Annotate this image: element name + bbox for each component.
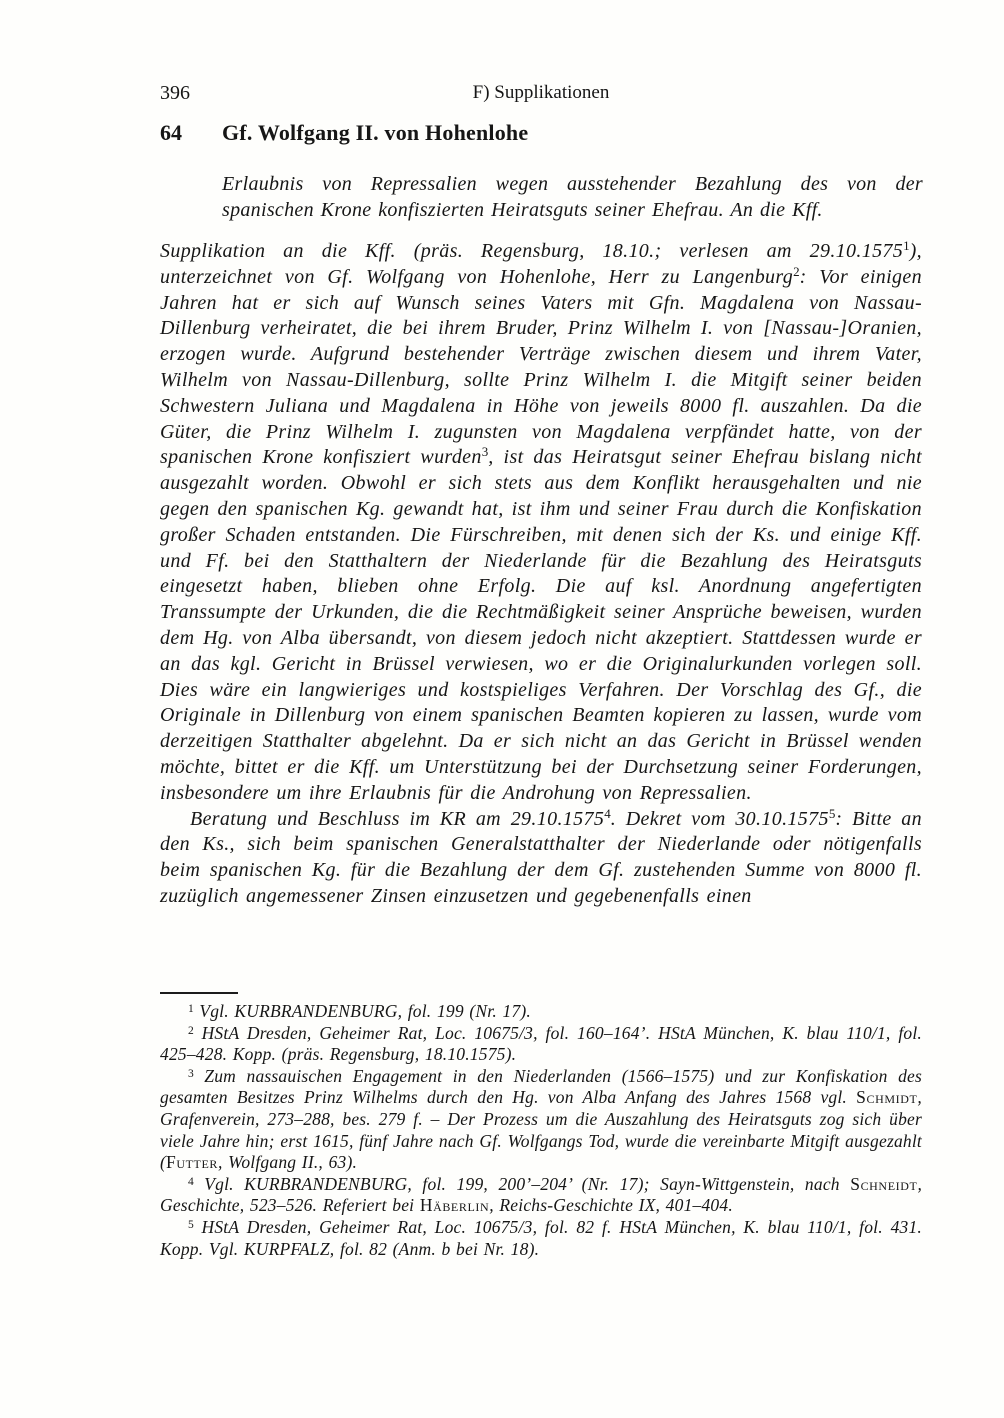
regest-text: Beratung und Beschluss im KR am 29.10.1575 [190, 807, 605, 830]
entry-number: 64 [160, 120, 182, 145]
page-number: 396 [160, 82, 190, 104]
regest-text: , ist das Heiratsgut seiner Ehefrau bislang nicht ausgezahlt worden. Obwohl er sich stets aus dem Konflikt herausgehalten und nie gegen den spanischen Kg. gewandt hat, ist ihm und seiner Frau durch die Konfiskation großer Schaden entstanden. Die Fürschreiben, mit denen sich der Ks. und einige Kff. und Ff. bei den Statthaltern der Niederlande für die Bezahlung des Heiratsguts eingesetzt haben, blieben ohne Erfolg. Die auf ksl. Anordnung angefertigten Transsumpte der Urkunden, die die Rechtmäßigkeit seiner Ansprüche beweisen, wurden dem Hg. von Alba übersandt, von diesem jedoch nicht akzeptiert. Stattdessen wurde er an das kgl. Gericht in Brüssel verwiesen, wo er die Originalurkunden vorlegen soll. Dies wäre ein langwieriges und kostspieliges Verfahren. Der Vorschlag des Gf., die Originale in Dillenburg von einem spanischen Beamten kopieren zu lassen, wurde vom derzeitigen Statthalter abgelehnt. Da er sich nicht an das Gericht in Brüssel wenden möchte, bittet er die Kff. um Unterstützung bei der Durchsetzung seiner Forderungen, insbesondere um ihre Erlaubnis für die Androhung von Repressalien. [160, 446, 922, 804]
regest-paragraph-1 [160, 239, 922, 807]
footnote-ref-5: 5 [828, 805, 836, 821]
footnote-4 [160, 1174, 922, 1217]
footnote-text: Zum nassauischen Engagement in den Niederlanden (1566–1575) und zur Konfiskation des gesamten Besitzes Prinz Wilhelms durch den Hg. von Alba Anfang des Jahres 1568 vgl. [160, 1065, 922, 1108]
footnote-marker-5: 5 [188, 1218, 194, 1231]
footnote-3 [160, 1066, 922, 1174]
footnote-text: HStA Dresden, Geheimer Rat, Loc. 10675/3, fol. 82 f. HStA München, K. blau 110/1, fol. 431. Kopp. Vgl. KURPFALZ, fol. 82 (Anm. b bei Nr. 18). [160, 1216, 923, 1259]
regest-text: Supplikation an die Kff. (präs. Regensburg, 18.10.; verlesen am 29.10.1575 [160, 240, 904, 262]
footnote-ref-3: 3 [481, 444, 489, 460]
regest-text: ), unterzeichnet von Gf. Wolfgang von Hohenlohe, Herr zu Langenburg [160, 240, 922, 288]
footnote-text: , Geschichte, 523–526. Referiert bei [160, 1173, 923, 1216]
author-name-smallcaps: Schmidt [856, 1087, 918, 1108]
entry-heading [160, 120, 922, 146]
footnote-text: , Wolfgang II., 63). [218, 1152, 358, 1173]
regest-text: : Bitte an den Ks., sich beim spanischen Generalstatthalter der Niederlande oder nötigenfalls beim spanischen Kg. für die Bezahlung der dem Gf. zustehenden Summe von 8000 fl. zuzüglich angemessener Zinsen einzusetzen und gegebenenfalls einen [160, 807, 922, 907]
author-name-smallcaps: Schneidt [850, 1173, 918, 1194]
footnote-5 [160, 1217, 922, 1260]
footnote-text: , Reichs-Geschichte IX, 401–404. [489, 1195, 733, 1216]
regest-text: : Vor einigen Jahren hat er sich auf Wunsch seines Vaters mit Gfn. Magdalena von Nassau-Dillenburg verheiratet, die bei ihrem Bruder, Prinz Wilhelm I. von [Nassau-]Oranien, erzogen wurde. Aufgrund bestehender Verträge zwischen diesem und ihrem Vater, Wilhelm von Nassau-Dillenburg, sollte Prinz Wilhelm I. die Mitgift seiner beiden Schwestern Juliana und Magdalena in Höhe von jeweils 8000 fl. auszahlen. Da die Güter, die Prinz Wilhelm I. zugunsten von Magdalena verpfändet hatte, von der spanischen Krone konfisziert wurden [160, 265, 922, 469]
regest-paragraph-2 [160, 807, 922, 910]
footnote-section [160, 984, 922, 1260]
footnote-marker-1: 1 [188, 1003, 194, 1015]
footnote-text: Vgl. KURBRANDENBURG, fol. 199, 200’–204’ (Nr. 17); Sayn-Wittgenstein, nach [204, 1173, 851, 1194]
footnote-ref-2: 2 [793, 263, 800, 279]
footnote-marker-3: 3 [188, 1067, 194, 1080]
footnote-marker-2: 2 [188, 1024, 194, 1037]
running-header-title: F) Supplikationen [472, 82, 610, 103]
footnote-marker-4: 4 [188, 1175, 194, 1188]
entry-title: Gf. Wolfgang II. von Hohenlohe [222, 120, 529, 145]
author-name-smallcaps: Futter [166, 1152, 219, 1173]
running-header [160, 82, 922, 108]
footnote-1 [160, 1001, 922, 1023]
footnote-separator-rule [160, 992, 238, 994]
footnote-text: HStA Dresden, Geheimer Rat, Loc. 10675/3, fol. 160–164’. HStA München, K. blau 110/1, fol. 425–428. Kopp. (präs. Regensburg, 18.10.1575). [160, 1022, 922, 1065]
footnote-ref-1: 1 [903, 238, 910, 253]
entry-summary: Erlaubnis von Repressalien wegen ausstehender Bezahlung des von der spanischen Krone konfiszierten Heiratsguts seiner Ehefrau. An die Kff. [222, 173, 923, 221]
regest-body [160, 239, 922, 910]
footnote-2 [160, 1023, 922, 1066]
footnote-text: , Grafenverein, 273–288, bes. 279 f. – Der Prozess um die Auszahlung des Heiratsguts zog sich über viele Jahre hin; erst 1615, fünf Jahre nach Gf. Wolfgangs Tod, wurde die vereinbarte Mitgift ausgezahlt ( [160, 1087, 922, 1173]
footnote-text: Vgl. KURBRANDENBURG, fol. 199 (Nr. 17). [199, 1001, 531, 1021]
footnote-ref-4: 4 [604, 805, 611, 821]
author-name-smallcaps: Häberlin [419, 1195, 490, 1216]
regest-text: . Dekret vom 30.10.1575 [610, 807, 829, 830]
